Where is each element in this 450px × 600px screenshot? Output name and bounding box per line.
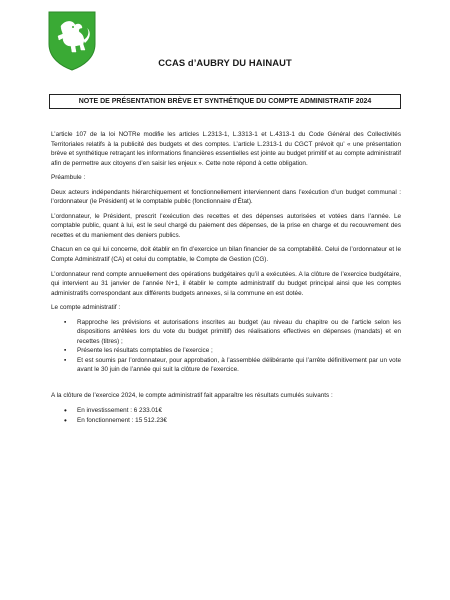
ca-heading: Le compte administratif : (51, 304, 121, 312)
document-body (51, 130, 401, 427)
ordonnateur-paragraph: L’ordonnateur, le Président, prescrit l’exécution des recettes et des dépenses autorisées et votées dans l’année. Le comptable public, quant à lui, est le seul chargé du paiement des dépenses, de la prise en charge et du recouvrement des recettes et du maniement des deniers publics. (51, 212, 401, 239)
organization-title: CCAS d’AUBRY DU HAINAUT (158, 57, 292, 68)
compte-annuel-paragraph: L’ordonnateur rend compte annuellement des opérations budgétaires qu’il a exécutées. A la clôture de l’exercice budgétaire, qui intervient au 31 janvier de l’année N+1, il établir le compte administratif du budget principal ainsi que les comptes administratifs correspondant aux différents budgets annexes, si la commune en est dotée. (51, 270, 401, 297)
list-item: ▪ Et est soumis par l’ordonnateur, pour approbation, à l’assemblée délibérante qui l’arrête définitivement par un vote avant le 30 juin de l’année qui suit la clôture de l’exercice. (77, 356, 401, 375)
results-list (51, 406, 401, 426)
preambule-heading: Préambule : (51, 174, 86, 182)
note-title: NOTE DE PRÉSENTATION BRÈVE ET SYNTHÉTIQUE DU COMPTE ADMINISTRATIF 2024 (78, 98, 372, 105)
acteurs-paragraph: Deux acteurs indépendants hiérarchiquement et fonctionnellement interviennent dans l’exécution d’un budget communal : l’ordonnateur (le Président) et le comptable public (fonctionnaire d’État). (51, 188, 401, 206)
note-title-box (49, 94, 401, 109)
list-item: ▪ Présente les résultats comptables de l’exercice ; (77, 346, 401, 356)
result-fonctionnement: • En fonctionnement : 15 512.23€ (77, 416, 401, 426)
intro-paragraph: L’article 107 de la loi NOTRe modifie les articles L.2313-1, L.3313-1 et L.4313-1 du Code Général des Collectivités Territoriales relatifs à la publicité des budgets et des comptes. L’article L.2313-1 du CGCT prévoit qu’ « une présentation brève et synthétique retraçant les informations financières essentielles est jointe au budget primitif et au compte administratif afin de permettre aux citoyens d’en saisir les enjeux ». Cette note répond à cette obligation. (51, 131, 401, 167)
ca-bullet-list (51, 318, 401, 375)
result-investissement: • En investissement : 6 233.01€ (77, 406, 401, 416)
bilan-paragraph: Chacun en ce qui lui concerne, doit établir en fin d’exercice un bilan financier de sa comptabilité. Celui de l’ordonnateur et le Compte Administratif (CA) et celui du comptable, le Compte de Gestion (CG). (51, 246, 401, 264)
list-item: ▪ Rapproche les prévisions et autorisations inscrites au budget (au niveau du chapitre ou de l’article selon les dispositions arrêtées lors du vote du budget primitif) des réalisations effectives en dépenses (mandats) et en recettes (titres) ; (77, 318, 401, 347)
cloture-paragraph: A la clôture de l’exercice 2024, le compte administratif fait apparaître les résultats cumulés suivants : (51, 392, 333, 400)
